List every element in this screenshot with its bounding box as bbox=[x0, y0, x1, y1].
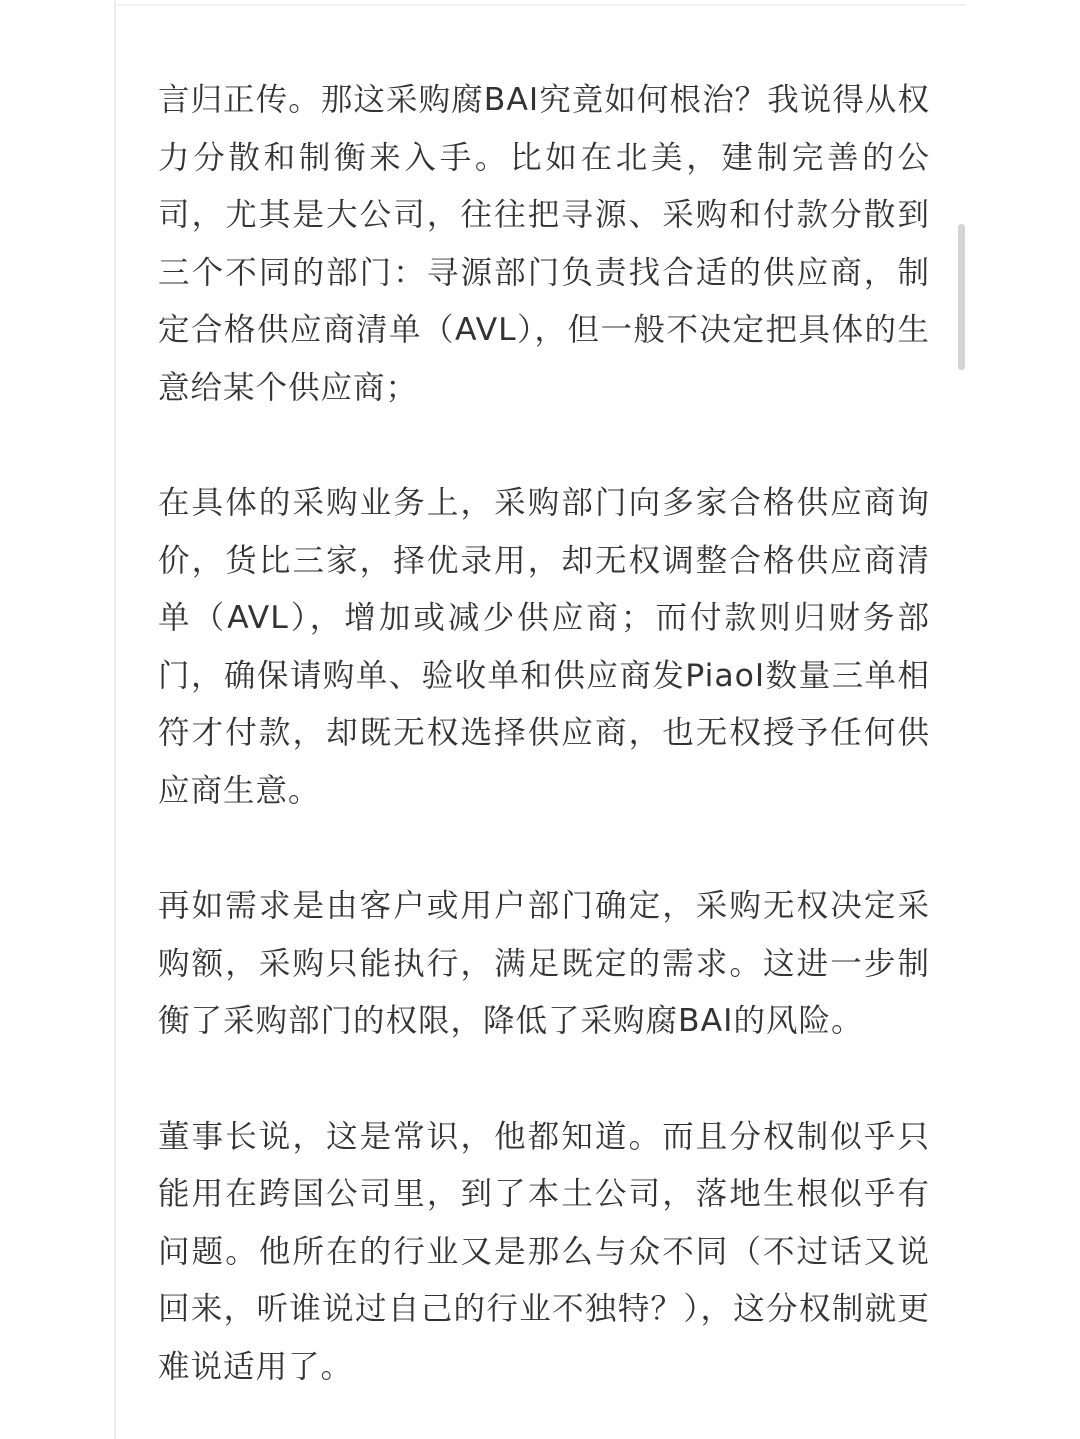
article-body bbox=[158, 72, 930, 1396]
top-border-line bbox=[116, 4, 966, 6]
left-border-line bbox=[114, 0, 116, 1439]
article-paragraph-3: 再如需求是由客户或用户部门确定，采购无权决定采购额，采购只能执行，满足既定的需求。这进一步制衡了采购部门的权限，降低了采购腐BAI的风险。 bbox=[158, 888, 930, 1039]
article-paragraph-1: 言归正传。那这采购腐BAI究竟如何根治？我说得从权力分散和制衡来入手。比如在北美，建制完善的公司，尤其是大公司，往往把寻源、采购和付款分散到三个不同的部门：寻源部门负责找合适的供应商，制定合格供应商清单（AVL），但一般不决定把具体的生意给某个供应商； bbox=[158, 82, 930, 406]
scrollbar-thumb[interactable] bbox=[958, 224, 965, 370]
article-paragraph-2: 在具体的采购业务上，采购部门向多家合格供应商询价，货比三家，择优录用，却无权调整合格供应商清单（AVL），增加或减少供应商；而付款则归财务部门，确保请购单、验收单和供应商发PiaoI数量三单相符才付款，却既无权选择供应商，也无权授予任何供应商生意。 bbox=[158, 485, 930, 809]
article-paragraph-4: 董事长说，这是常识，他都知道。而且分权制似乎只能用在跨国公司里，到了本土公司，落地生根似乎有问题。他所在的行业又是那么与众不同（不过话又说回来，听谁说过自己的行业不独特？），这分权制就更难说适用了。 bbox=[158, 1118, 930, 1385]
